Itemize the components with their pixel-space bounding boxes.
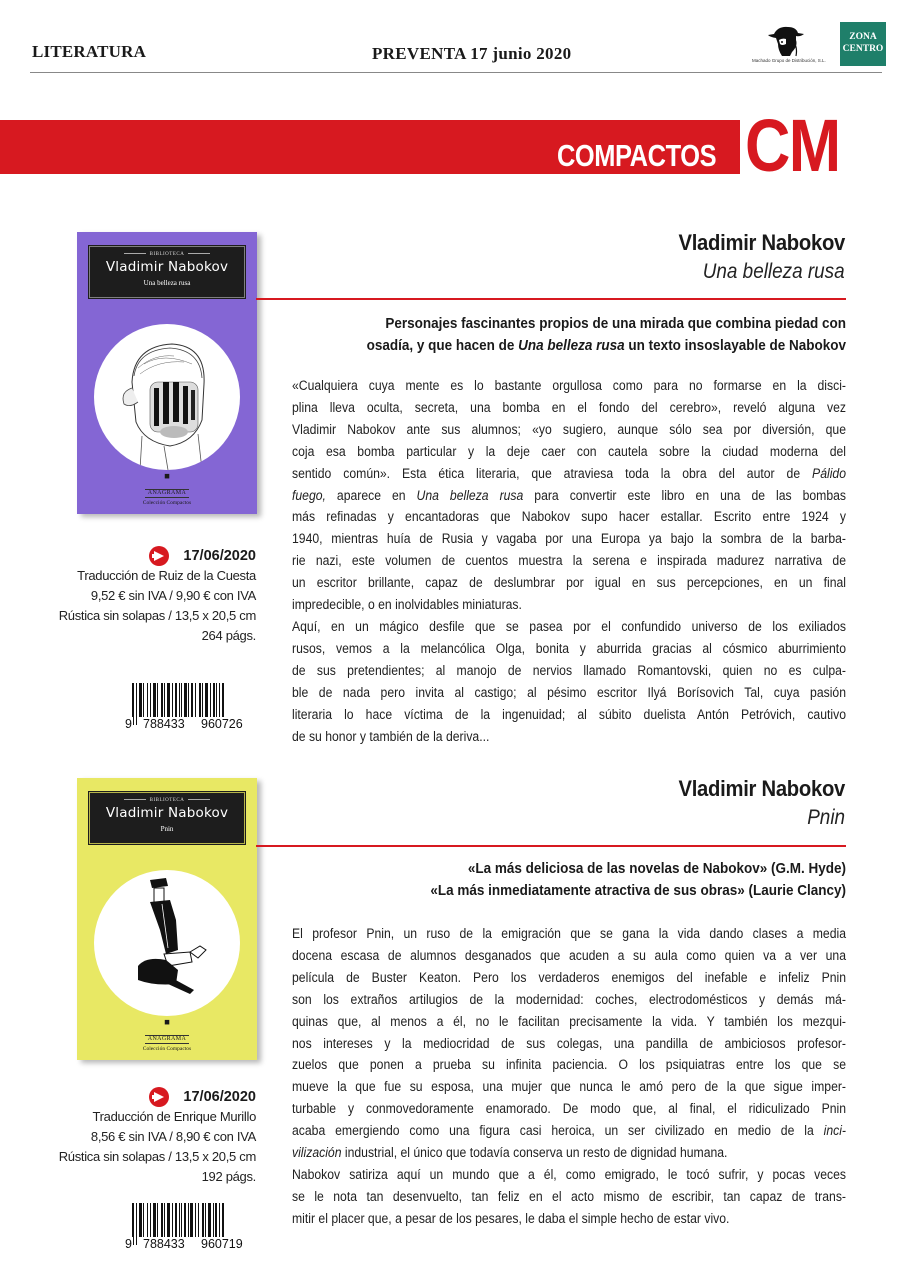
distributor-caption: Machado Grupo de Distribución, S.L. — [752, 58, 826, 63]
book-info — [30, 546, 256, 646]
cover-author: Vladimir Nabokov — [105, 805, 229, 821]
book-lead — [300, 313, 846, 357]
entry-divider — [256, 845, 846, 847]
cover-series: BIBLIOTECA — [90, 798, 244, 803]
cover-publisher-name: ANAGRAMA — [145, 1035, 190, 1044]
body-line: película de Buster Keaton. Pero los verdaderos enemigos del inefable e infeliz Pnin — [292, 969, 846, 986]
body-line: 1940, mientras huía de Rusia y vagaba por una Europa ya bajo la sombra de la barba- — [292, 531, 846, 548]
collection-banner — [0, 120, 740, 174]
book-info — [30, 1087, 256, 1187]
book-title: Una belleza rusa — [703, 260, 845, 283]
section-label: LITERATURA — [32, 42, 147, 61]
cover-collection: Colección Compactos — [142, 500, 192, 506]
body-line: Aquí, en un mágico desfile que se pasea por el confundido universo de los exiliados — [292, 618, 846, 635]
book-description — [292, 924, 846, 1231]
collection-code: CM — [745, 104, 840, 187]
anagrama-mark-icon: ◼ — [164, 1019, 170, 1026]
body-line: zuelos que ponen a prueba su infinita paciencia. O los psiquiatras entre los que se — [292, 1057, 846, 1074]
banner-label: COMPACTOS — [556, 138, 716, 173]
isbn-group2: 960726 — [201, 717, 243, 731]
body-line: acaba emergiendo como una figura casi heroica, un ser civilizado en medio de la inci- — [292, 1123, 846, 1140]
header-divider — [30, 72, 882, 73]
page-count: 192 págs. — [201, 1169, 256, 1184]
arrow-right-icon — [149, 1087, 169, 1107]
cover-title-panel — [89, 246, 245, 298]
release-date-row — [30, 1087, 256, 1107]
body-line: de su honor y también de la deriva... — [292, 728, 490, 745]
cover-title-panel — [89, 792, 245, 844]
upside-down-man-icon — [94, 870, 240, 1016]
book-cover-una-belleza-rusa[interactable] — [77, 232, 257, 514]
cover-illustration — [94, 324, 240, 470]
body-line: mitir el placer que, a pesar de los pesares, le daba el simple hecho de estar vivo. — [292, 1210, 730, 1227]
isbn-group1: 788433 — [143, 1237, 185, 1251]
cover-series: BIBLIOTECA — [90, 252, 244, 257]
book-title: Pnin — [807, 806, 845, 829]
book-author: Vladimir Nabokov — [678, 776, 845, 801]
book-cover-pnin[interactable] — [77, 778, 257, 1060]
anagrama-mark-icon: ◼ — [164, 473, 170, 480]
release-date-row — [30, 546, 256, 566]
cover-title: Una belleza rusa — [143, 279, 191, 287]
body-line: mueve la que fue su esposa, una mujer que nunca le amó pero de la que sigue imper- — [292, 1079, 846, 1096]
body-line: ble de nada pero invita al castigo; al pésimo escritor Ilyá Borísovich Tal, cuya pasión — [292, 684, 846, 701]
format: Rústica sin solapas / 13,5 x 20,5 cm — [58, 608, 256, 623]
isbn-barcode — [124, 683, 256, 733]
body-line: fuego, aparece en Una belleza rusa para convertir este libro en una de las bombas — [292, 487, 847, 504]
body-line: «Cualquiera cuya mente es lo bastante orgullosa como para no formarse en la disci- — [292, 378, 846, 394]
lead-line: osadía, y que hacen de Una belleza rusa un texto insoslayable de Nabokov — [366, 337, 846, 354]
body-line: El profesor Pnin, un ruso de la emigración que se gana la vida dando clases a media — [292, 926, 846, 942]
lead-line: «La más inmediatamente atractiva de sus obras» (Laurie Clancy) — [430, 882, 846, 899]
body-line: Vladimir Nabokov ante sus alumnos; «yo sugiero, aunque sólo sea por diversión, que — [292, 421, 846, 438]
body-line: coja esa bomba particular y la deje caer con cautela sobre la ciudad moderna del — [292, 443, 846, 460]
distributor-logo — [752, 22, 826, 68]
body-line: más refinadas y encantadoras que Nabokov supo hacer estallar. Escrito entre 1924 y — [292, 509, 846, 526]
isbn-group1: 788433 — [143, 717, 185, 731]
lead-line: «La más deliciosa de las novelas de Nabokov» (G.M. Hyde) — [467, 860, 846, 877]
body-line: quinas que, al menos a él, no le facilitan precisamente la vida. Y también los mezqui- — [292, 1013, 846, 1030]
body-line: Nabokov satiriza aquí un mundo que a él, como emigrado, le tocó sufrir, y pocas veces — [292, 1166, 846, 1183]
body-line: docena escasa de alumnos desganados que acuden a su aula como quien va a ver una — [292, 947, 846, 964]
isbn-prefix: 9 — [125, 717, 132, 731]
isbn-group2: 960719 — [201, 1237, 243, 1251]
page-count: 264 págs. — [201, 628, 256, 643]
lead-line: Personajes fascinantes propios de una mirada que combina piedad con — [385, 315, 846, 332]
barcode-bars — [132, 683, 256, 721]
presale-date: PREVENTA 17 junio 2020 — [372, 44, 572, 63]
barcode-bars — [132, 1203, 256, 1241]
faceless-portrait-icon — [94, 324, 240, 470]
zona-line1: ZONA — [849, 32, 877, 42]
entry-divider — [256, 298, 846, 300]
release-date: 17/06/2020 — [183, 1089, 256, 1105]
isbn-barcode — [124, 1203, 256, 1253]
arrow-right-icon — [149, 546, 169, 566]
book-description — [292, 376, 846, 748]
book-lead — [300, 858, 846, 902]
body-line: impredecible, o en inolvidables miniaturas. — [292, 597, 522, 614]
zona-line2: CENTRO — [842, 44, 884, 54]
isbn-prefix: 9 — [125, 1237, 132, 1251]
cover-publisher-name: ANAGRAMA — [145, 489, 190, 498]
price: 9,52 € sin IVA / 9,90 € con IVA — [90, 588, 256, 603]
body-line: turbable y conmovedoramente enamorado. De modo que, al final, el ridiculizado Pnin — [292, 1101, 846, 1118]
book-author: Vladimir Nabokov — [678, 230, 845, 255]
body-line: literaria lo hace víctima de la ingenuidad; al súbito duelista Antón Petróvich, cautivo — [292, 706, 846, 723]
translation: Traducción de Enrique Murillo — [92, 1109, 256, 1124]
body-line: de sus pretendientes; al manojo de nervios llamado Romantovski, quien no es culpa- — [292, 662, 846, 679]
cover-title: Pnin — [160, 825, 174, 833]
format: Rústica sin solapas / 13,5 x 20,5 cm — [58, 1149, 256, 1164]
release-date: 17/06/2020 — [183, 548, 256, 564]
cover-collection: Colección Compactos — [142, 1046, 192, 1052]
body-line: nos intereses y la mediocridad de sus colegas, una pandilla de ambiciosos profesor- — [292, 1035, 846, 1052]
body-line: sentido común». Esta ética literaria, que atraviesa toda la obra del autor de Pálido — [292, 465, 846, 482]
price: 8,56 € sin IVA / 8,90 € con IVA — [90, 1129, 256, 1144]
body-line: son los extraños artilugios de la modernidad: coches, electrodomésticos y demás má- — [292, 991, 846, 1008]
body-line: rie nazi, este volumen de cuentos muestra la serena e inspirada madurez narrativa de — [292, 553, 846, 570]
body-line: un escritor brillante, capaz de deslumbrar por igual en sus percepciones, en un final — [292, 575, 846, 592]
cover-publisher — [77, 1019, 257, 1052]
cover-publisher — [77, 473, 257, 506]
cover-author: Vladimir Nabokov — [105, 259, 229, 275]
body-line: rusos, vemos a la melancólica Olga, bonita y aburrida gracias al cósmico aburrimiento — [292, 640, 846, 657]
body-line: se le nota tan desenvuelto, tan feliz en el acto mismo de escribir, tan capaz de trans- — [292, 1188, 846, 1205]
hat-man-icon — [752, 22, 822, 58]
zona-centro-logo — [840, 22, 886, 66]
body-line: vilización industrial, el único que todavía conserva un resto de dignidad humana. — [292, 1145, 728, 1162]
cover-illustration — [94, 870, 240, 1016]
translation: Traducción de Ruiz de la Cuesta — [77, 568, 256, 583]
body-line: plina lleva oculta, secreta, una bomba en el fondo del cerebro», reveló alguna vez — [292, 399, 846, 416]
